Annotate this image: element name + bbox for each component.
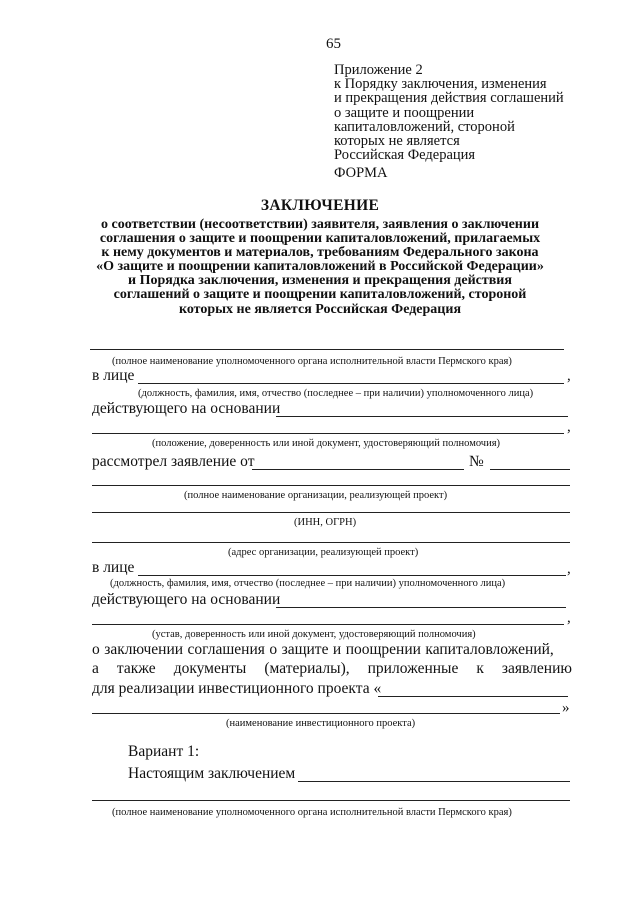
application-number-line[interactable] (490, 469, 570, 470)
conclusion-word: заявлению (501, 660, 572, 677)
subtitle-line: которых не является Российская Федерация (178, 301, 462, 317)
in-person-label-2: в лице (92, 559, 135, 576)
appendix-line: Приложение 2 (334, 62, 423, 78)
conclusion-word: а (92, 660, 99, 677)
org-name-line[interactable] (90, 349, 564, 350)
caption-inn: (ИНН, ОГРН) (294, 517, 357, 528)
official-line[interactable] (138, 383, 564, 384)
closing-quote: » (562, 700, 570, 716)
subtitle-line: к нему документов и материалов, требованиям Федерального закона (101, 245, 539, 261)
basis-line-2[interactable] (92, 433, 564, 434)
appendix-line: о защите и поощрении (334, 104, 475, 121)
caption-org-name: (полное наименование уполномоченного органа исполнительной власти Пермского края) (112, 356, 512, 367)
comma: , (567, 610, 571, 626)
subtitle-line: соглашения о защите и поощрении капиталовложений, прилагаемых (99, 231, 541, 247)
basis-line-1[interactable] (276, 416, 568, 417)
acting-basis-label: действующего на основании (92, 400, 281, 417)
comma: , (567, 561, 571, 577)
basis-line-4[interactable] (92, 624, 564, 625)
conclusion-word: (материалы), (264, 660, 350, 677)
project-name-line-2[interactable] (92, 713, 560, 714)
project-name-line-1[interactable] (378, 696, 568, 697)
caption-official: (должность, фамилия, имя, отчество (последнее – при наличии) уполномоченного лица) (138, 388, 534, 399)
caption-org-name-2: (полное наименование уполномоченного органа исполнительной власти Пермского края) (112, 807, 512, 818)
comma: , (567, 419, 571, 435)
subtitle-line: соглашений о защите и поощрении капиталовложений, стороной (113, 287, 527, 303)
appendix-line: Российская Федерация (334, 147, 476, 164)
form-label: ФОРМА (334, 165, 388, 181)
hereby-label: Настоящим заключением (128, 765, 296, 782)
caption-address: (адрес организации, реализующей проект) (228, 547, 419, 558)
applicant-name-line[interactable] (92, 485, 570, 486)
number-label: № (469, 453, 484, 470)
in-person-label: в лице (92, 367, 135, 384)
variant-label: Вариант 1: (128, 743, 200, 760)
caption-project-name: (наименование инвестиционного проекта) (226, 718, 416, 729)
document-subtitle (0, 218, 640, 317)
conclusion-word: также (116, 660, 156, 677)
subtitle-line: о соответствии (несоответствии) заявителя, заявления о заключении (100, 217, 540, 232)
subtitle-line: и Порядка заключения, изменения и прекращения действия (128, 273, 512, 289)
caption-charter-doc: (устав, доверенность или иной документ, удостоверяющий полномочия) (152, 629, 476, 640)
appendix-line: и прекращения действия соглашений (334, 90, 564, 107)
basis-line-3[interactable] (276, 607, 566, 608)
appendix-block (334, 63, 564, 162)
document-title: ЗАКЛЮЧЕНИЕ (260, 197, 380, 214)
page-number: 65 (326, 36, 341, 52)
conclusion-text-1: о заключении соглашения о защите и поощрении капиталовложений, (92, 641, 554, 658)
conclusion-word: документы (173, 660, 247, 677)
conclusion-word: приложенные (367, 660, 459, 677)
conclusion-word: к (476, 660, 484, 677)
appendix-line: к Порядку заключения, изменения (334, 76, 547, 93)
conclusion-text-2 (92, 660, 572, 678)
official-line-2[interactable] (138, 575, 566, 576)
reviewed-label: рассмотрел заявление от (92, 453, 255, 470)
application-date-line[interactable] (252, 469, 464, 470)
appendix-line: которых не является (334, 133, 460, 150)
inn-line[interactable] (92, 512, 570, 513)
appendix-line: капиталовложений, стороной (334, 118, 515, 135)
conclusion-text-3: для реализации инвестиционного проекта « (92, 680, 382, 697)
caption-basis-doc: (положение, доверенность или иной документ, удостоверяющий полномочия) (152, 438, 501, 449)
hereby-line-1[interactable] (298, 781, 570, 782)
subtitle-line: «О защите и поощрении капиталовложений в Российской Федерации» (96, 259, 544, 275)
caption-official-2: (должность, фамилия, имя, отчество (последнее – при наличии) уполномоченного лица) (110, 578, 506, 589)
acting-basis-label-2: действующего на основании (92, 591, 281, 608)
address-line[interactable] (92, 542, 570, 543)
hereby-line-2[interactable] (92, 800, 570, 801)
comma: , (567, 368, 571, 384)
caption-applicant-name: (полное наименование организации, реализующей проект) (184, 490, 448, 501)
